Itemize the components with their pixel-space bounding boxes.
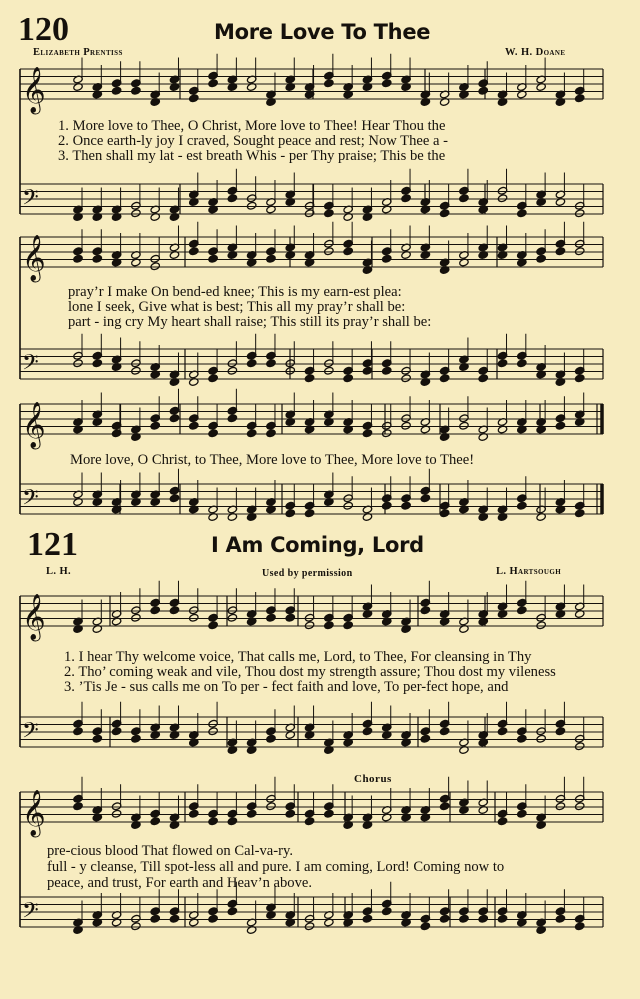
note-head: [111, 86, 121, 95]
note-head: [497, 727, 507, 736]
note-head: [459, 194, 469, 203]
note-head: [208, 429, 218, 438]
permission-note: Used by permission: [262, 568, 353, 579]
note-head: [73, 802, 83, 811]
note-head: [169, 414, 179, 423]
note-head: [266, 802, 276, 811]
note-head: [208, 621, 218, 630]
note-head: [227, 907, 237, 916]
hymn-title: I Am Coming, Lord: [211, 533, 424, 557]
note-head: [382, 429, 392, 438]
note-head: [285, 509, 295, 518]
note-head: [439, 509, 449, 518]
hymn-composer: L. Hartsough: [496, 566, 562, 577]
note-head: [420, 922, 430, 931]
note-head: [208, 79, 218, 88]
note-head: [459, 421, 469, 430]
note-head: [208, 254, 218, 263]
note-head: [575, 94, 585, 103]
note-head: [189, 809, 199, 818]
note-head: [478, 914, 488, 923]
note-head: [420, 734, 430, 743]
note-head: [517, 501, 527, 510]
note-head: [246, 201, 256, 210]
note-head: [266, 359, 276, 368]
lyric-line: 1. I hear Thy welcome voice, That calls me, Lord, to Thee, For cleansing in Thy: [64, 649, 532, 665]
note-head: [227, 613, 237, 622]
note-head: [131, 613, 141, 622]
note-head: [555, 914, 565, 923]
note-head: [343, 374, 353, 383]
note-head: [439, 374, 449, 383]
note-head: [324, 247, 334, 256]
note-head: [111, 429, 121, 438]
note-head: [362, 429, 372, 438]
lyric-line: part - ing cry My heart shall raise; This still its pray’r shall be:: [68, 314, 432, 330]
lyric-line: 3. ’Tis Je - sus calls me on To per - fect faith and love, To per-fect hope, and: [64, 679, 509, 695]
note-head: [343, 501, 353, 510]
note-head: [131, 366, 141, 375]
hymn-author: L. H.: [46, 566, 72, 577]
bass-clef-icon: 𝄢: [22, 485, 39, 516]
note-head: [439, 209, 449, 218]
note-head: [420, 494, 430, 503]
note-head: [208, 727, 218, 736]
note-head: [246, 809, 256, 818]
note-head: [324, 366, 334, 375]
note-head: [575, 922, 585, 931]
note-head: [575, 802, 585, 811]
note-head: [189, 247, 199, 256]
note-head: [517, 209, 527, 218]
note-head: [208, 817, 218, 826]
bass-clef-icon: 𝄢: [22, 718, 39, 749]
hymn-number: 121: [27, 526, 78, 563]
note-head: [150, 262, 160, 271]
lyric-line: lone I seek, Give what is best; This all my pray’r shall be:: [68, 299, 406, 315]
note-head: [246, 429, 256, 438]
note-head: [150, 606, 160, 615]
note-head: [169, 494, 179, 503]
note-head: [150, 817, 160, 826]
note-head: [343, 621, 353, 630]
note-head: [208, 914, 218, 923]
treble-clef-icon: 𝄞: [22, 235, 46, 281]
note-head: [73, 359, 83, 368]
note-head: [304, 209, 314, 218]
note-head: [478, 374, 488, 383]
note-head: [439, 802, 449, 811]
note-head: [111, 809, 121, 818]
note-head: [536, 734, 546, 743]
note-head: [401, 421, 411, 430]
lyric-line: pray’r I make On bend-ed knee; This is my earn-est plea:: [68, 284, 402, 300]
bass-clef-icon: 𝄢: [22, 350, 39, 381]
lyric-line: full - y cleanse, Till spot-less all and pure. I am coming, Lord! Coming now to: [47, 859, 505, 875]
note-head: [73, 254, 83, 263]
note-head: [324, 79, 334, 88]
note-head: [92, 254, 102, 263]
note-head: [189, 421, 199, 430]
note-head: [343, 247, 353, 256]
note-head: [304, 817, 314, 826]
lyric-line: 2. Tho’ coming weak and vile, Thou dost my strength assure; Thou dost my vileness: [64, 664, 556, 680]
bass-clef-icon: 𝄢: [22, 185, 39, 216]
note-head: [401, 374, 411, 383]
note-head: [324, 209, 334, 218]
note-head: [324, 621, 334, 630]
note-head: [517, 734, 527, 743]
note-head: [131, 209, 141, 218]
note-head: [227, 414, 237, 423]
note-head: [575, 209, 585, 218]
note-head: [304, 374, 314, 383]
hymn-author: Elizabeth Prentiss: [33, 47, 123, 58]
note-head: [92, 734, 102, 743]
note-head: [382, 501, 392, 510]
note-head: [150, 914, 160, 923]
note-head: [227, 194, 237, 203]
note-head: [517, 606, 527, 615]
note-head: [131, 734, 141, 743]
note-head: [189, 613, 199, 622]
bass-clef-icon: 𝄢: [22, 898, 39, 929]
note-head: [555, 421, 565, 430]
note-head: [401, 501, 411, 510]
lyric-line: pre-cious blood That flowed on Cal-va-ry.: [47, 843, 293, 859]
note-head: [401, 194, 411, 203]
note-head: [362, 366, 372, 375]
lyric-line: 3. Then shall my lat - est breath Whis - per Thy praise; This be the: [58, 148, 446, 164]
note-head: [266, 613, 276, 622]
lyric-line: More love, O Christ, to Thee, More love to Thee, More love to Thee!: [70, 452, 475, 468]
note-head: [382, 907, 392, 916]
note-head: [73, 727, 83, 736]
note-head: [382, 254, 392, 263]
note-head: [575, 247, 585, 256]
note-head: [285, 613, 295, 622]
note-head: [169, 914, 179, 923]
note-head: [517, 359, 527, 368]
note-head: [420, 606, 430, 615]
lyric-line: peace, and trust, For earth and Heav’n above.: [47, 875, 313, 891]
hymn-number: 120: [18, 11, 69, 48]
note-head: [497, 817, 507, 826]
note-head: [169, 606, 179, 615]
note-head: [536, 254, 546, 263]
note-head: [575, 374, 585, 383]
note-head: [555, 802, 565, 811]
treble-clef-icon: 𝄞: [22, 594, 46, 640]
note-head: [382, 366, 392, 375]
note-head: [478, 86, 488, 95]
note-head: [575, 509, 585, 518]
note-head: [266, 429, 276, 438]
note-head: [575, 742, 585, 751]
note-head: [555, 247, 565, 256]
note-head: [266, 734, 276, 743]
note-head: [362, 914, 372, 923]
note-head: [131, 86, 141, 95]
note-head: [304, 509, 314, 518]
note-head: [439, 727, 449, 736]
lyric-line: 1. More love to Thee, O Christ, More love to Thee! Hear Thou the: [58, 118, 446, 134]
note-head: [266, 254, 276, 263]
note-head: [150, 421, 160, 430]
note-head: [555, 727, 565, 736]
note-head: [497, 359, 507, 368]
note-head: [362, 727, 372, 736]
note-head: [382, 79, 392, 88]
note-head: [304, 621, 314, 630]
note-head: [497, 194, 507, 203]
note-head: [497, 914, 507, 923]
note-head: [189, 94, 199, 103]
note-head: [304, 922, 314, 931]
note-head: [227, 366, 237, 375]
note-head: [111, 727, 121, 736]
note-head: [227, 817, 237, 826]
note-head: [517, 809, 527, 818]
hymn-title: More Love To Thee: [214, 20, 431, 44]
treble-clef-icon: 𝄞: [22, 67, 46, 113]
chorus-label: Chorus: [354, 773, 392, 785]
note-head: [131, 922, 141, 931]
note-head: [246, 359, 256, 368]
note-head: [285, 809, 295, 818]
treble-clef-icon: 𝄞: [22, 790, 46, 836]
note-head: [536, 621, 546, 630]
note-head: [439, 914, 449, 923]
lyric-line: 2. Once earth-ly joy I craved, Sought peace and rest; Now Thee a -: [58, 133, 448, 149]
note-head: [459, 914, 469, 923]
note-head: [324, 809, 334, 818]
hymn-composer: W. H. Doane: [505, 47, 566, 58]
note-head: [92, 359, 102, 368]
note-head: [208, 374, 218, 383]
treble-clef-icon: 𝄞: [22, 402, 46, 448]
